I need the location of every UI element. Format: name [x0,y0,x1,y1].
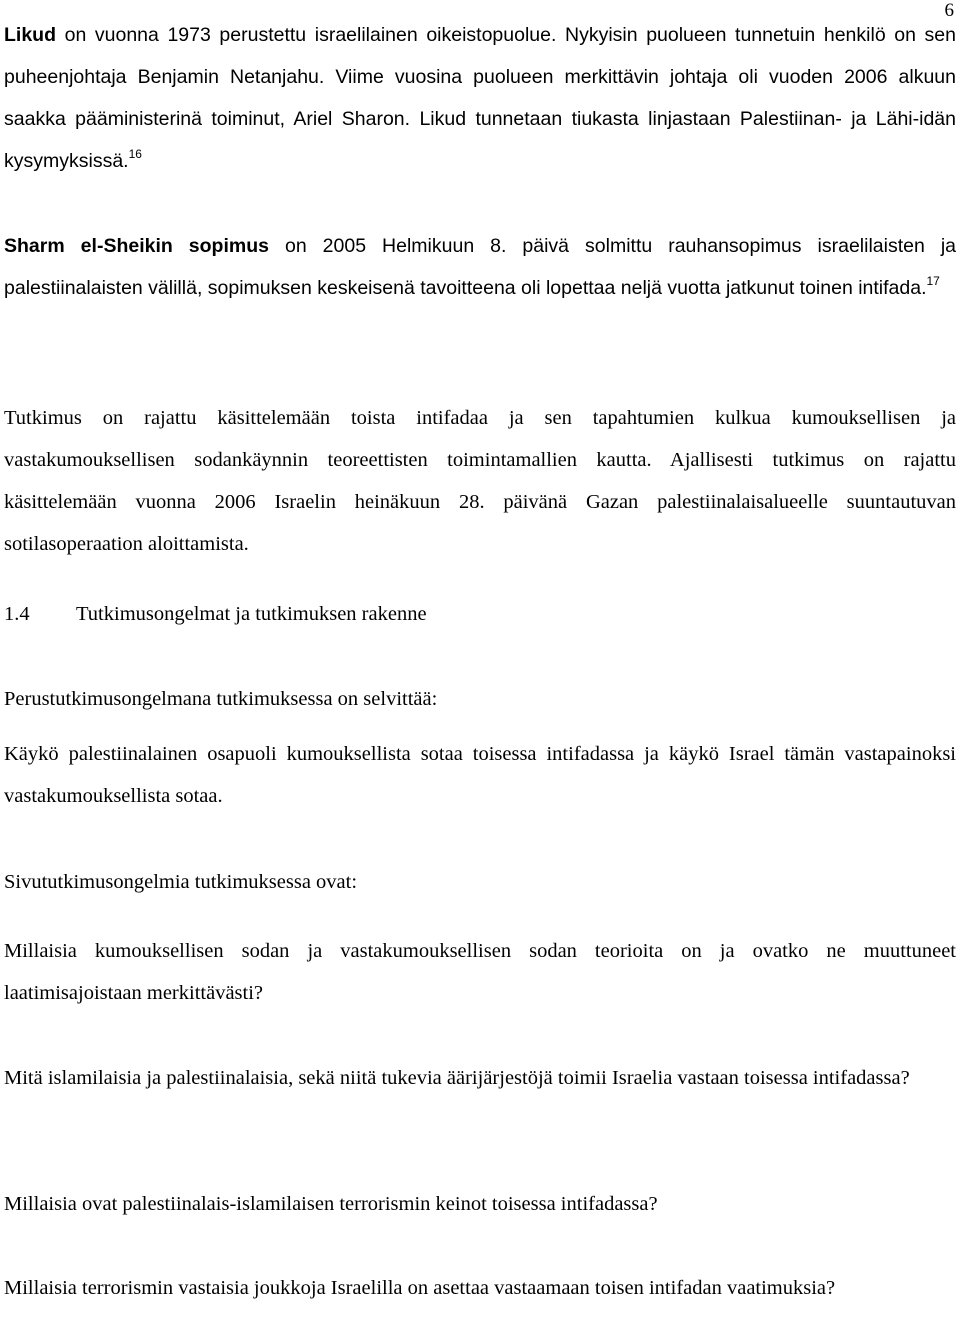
term-sharm: Sharm el-Sheikin sopimus [4,235,269,257]
main-problem-question: Käykö palestiinalainen osapuoli kumouksellista sotaa toisessa intifadassa ja käykö Israel tämän vastapainoksi vastakumouksellista sotaa. [4,743,956,807]
sub-problem-question: Millaisia ovat palestiinalais-islamilaisen terrorismin keinot toisessa intifadassa? [4,1193,658,1215]
section-number: 1.4 [4,603,30,625]
sub-problem-question: Mitä islamilaisia ja palestiinalaisia, sekä niitä tukevia äärijärjestöjä toimii Israelia vastaan toisessa intifadassa? [4,1067,910,1089]
footnote-marker-16: 16 [128,147,142,161]
sub-problem-question: Millaisia kumouksellisen sodan ja vastakumouksellisen sodan teorioita on ja ovatko ne muuttuneet laatimisajoistaan merkittävästi? [4,940,956,1004]
paragraph-likud [4,14,956,182]
section-heading [4,593,956,635]
paragraph-likud-text: on vuonna 1973 perustettu israelilainen oikeistopuolue. Nykyisin puolueen tunnetuin henkilö on sen puheenjohtaja Benjamin Netanjahu. Viime vuosina puolueen merkittävin johtaja oli vuoden 2006 alkuun saakka pääministerinä toiminut, Ariel Sharon. Likud tunnetaan tiukasta linjastaan Palestiinan- ja Lähi-idän kysymyksissä. [4,24,956,172]
paragraph-sharm [4,225,956,309]
paragraph-sharm-text: on 2005 Helmikuun 8. päivä solmittu rauhansopimus israelilaisten ja palestiinalaisten välillä, sopimuksen keskeisenä tavoitteena oli lopettaa neljä vuotta jatkunut toinen intifada. [4,235,956,299]
term-likud: Likud [4,24,56,46]
main-problem-intro: Perustutkimusongelmana tutkimuksessa on selvittää: [4,688,438,710]
sub-problem-question: Millaisia terrorismin vastaisia joukkoja Israelilla on asettaa vastaamaan toisen intifadan vaatimuksia? [4,1277,836,1299]
paragraph-scope: Tutkimus on rajattu käsittelemään toista intifadaa ja sen tapahtumien kulkua kumouksellisen ja vastakumouksellisen sodankäynnin teoreettisten toimintamallien kautta. Ajallisesti tutkimus on rajattu käsittelemään vuonna 2006 Israelin heinäkuun 28. päivänä Gazan palestiinalaisalueelle suuntautuvan sotilasoperaation aloittamista. [4,407,956,555]
footnote-marker-17: 17 [926,274,940,288]
section-title: Tutkimusongelmat ja tutkimuksen rakenne [76,603,427,625]
sub-problems-intro: Sivututkimusongelmia tutkimuksessa ovat: [4,871,358,893]
page-number: 6 [944,0,954,21]
